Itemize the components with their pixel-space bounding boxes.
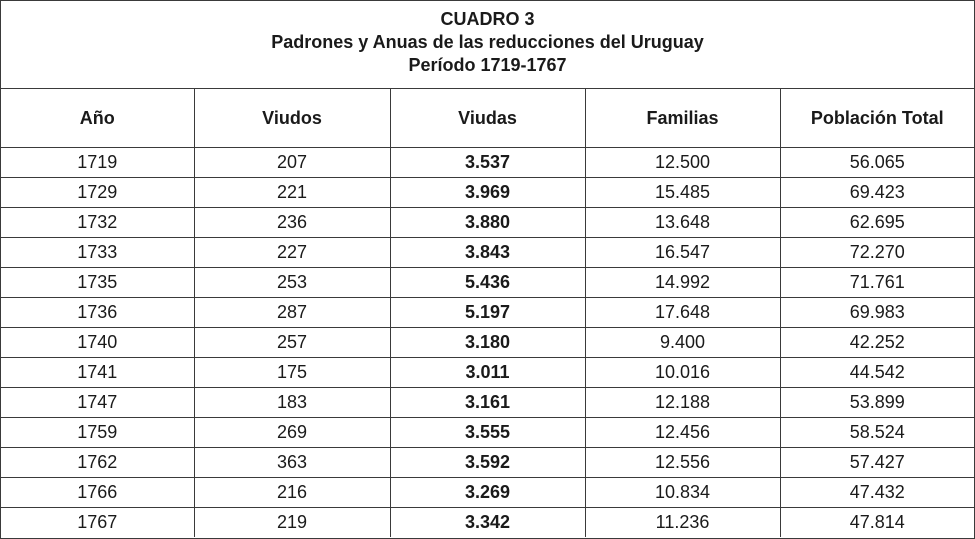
cell-poblacion-total: 57.427	[780, 448, 974, 478]
cell-poblacion-total: 58.524	[780, 418, 974, 448]
cell-viudos: 253	[194, 268, 390, 298]
cell-familias: 10.834	[585, 478, 780, 508]
cell-viudas: 3.161	[390, 388, 585, 418]
table-row	[1, 178, 974, 208]
table-row	[1, 358, 974, 388]
cell-familias: 15.485	[585, 178, 780, 208]
cell-viudos: 236	[194, 208, 390, 238]
table-row	[1, 418, 974, 448]
cell-poblacion-total: 69.983	[780, 298, 974, 328]
cell-poblacion-total: 72.270	[780, 238, 974, 268]
caption-number: CUADRO 3	[440, 9, 535, 29]
cell-familias: 16.547	[585, 238, 780, 268]
cell-familias: 12.500	[585, 148, 780, 178]
col-header-viudos: Viudos	[194, 89, 390, 148]
cell-ano: 1732	[1, 208, 194, 238]
cell-ano: 1740	[1, 328, 194, 358]
cell-viudos: 216	[194, 478, 390, 508]
cell-ano: 1766	[1, 478, 194, 508]
cell-poblacion-total: 47.814	[849, 512, 905, 532]
cell-viudos: 363	[194, 448, 390, 478]
cell-ano: 1741	[1, 358, 194, 388]
cell-familias: 13.648	[585, 208, 780, 238]
cell-ano: 1736	[1, 298, 194, 328]
caption-period: Período 1719-1767	[408, 55, 567, 75]
cell-poblacion-total: 62.695	[780, 208, 974, 238]
cell-ano: 1735	[1, 268, 194, 298]
col-header-poblacion-total: Población Total	[780, 89, 974, 148]
table-row	[1, 268, 974, 298]
col-header-ano: Año	[1, 89, 194, 148]
cell-ano: 1719	[1, 148, 194, 178]
cell-viudas: 3.555	[390, 418, 585, 448]
cell-viudos: 287	[194, 298, 390, 328]
table-row	[1, 298, 974, 328]
header-row	[1, 89, 974, 148]
cell-viudas: 3.537	[390, 148, 585, 178]
cell-familias: 14.992	[585, 268, 780, 298]
cell-viudas: 5.197	[390, 298, 585, 328]
col-header-familias: Familias	[585, 89, 780, 148]
cell-viudos: 269	[194, 418, 390, 448]
cell-viudas: 3.592	[390, 448, 585, 478]
table-row	[1, 478, 974, 508]
data-table	[1, 89, 974, 537]
cell-familias: 11.236	[585, 508, 780, 538]
cell-poblacion-total: 44.542	[780, 358, 974, 388]
table-row	[1, 508, 974, 538]
cell-poblacion-total: 69.423	[780, 178, 974, 208]
table-row	[1, 328, 974, 358]
cell-ano: 1733	[1, 238, 194, 268]
cell-poblacion-total: 53.899	[780, 388, 974, 418]
cell-ano: 1747	[1, 388, 194, 418]
cell-viudos: 257	[194, 328, 390, 358]
cell-familias: 12.456	[585, 418, 780, 448]
cell-viudas: 3.880	[390, 208, 585, 238]
cell-viudas: 3.011	[390, 358, 585, 388]
col-header-viudas: Viudas	[390, 89, 585, 148]
cell-ano: 1759	[1, 418, 194, 448]
table-row	[1, 448, 974, 478]
cell-poblacion-total: 47.432	[780, 478, 974, 508]
cell-viudas: 5.436	[390, 268, 585, 298]
cell-ano: 1767	[1, 508, 194, 538]
cell-viudas: 3.843	[390, 238, 585, 268]
caption-title: Padrones y Anuas de las reducciones del Uruguay	[271, 32, 704, 52]
cell-familias: 12.556	[585, 448, 780, 478]
cell-viudas: 3.969	[390, 178, 585, 208]
cell-viudos: 219	[194, 508, 390, 538]
cell-viudos: 221	[194, 178, 390, 208]
cell-viudos: 175	[194, 358, 390, 388]
table-caption	[1, 1, 974, 89]
cell-familias: 17.648	[585, 298, 780, 328]
cell-viudos: 183	[194, 388, 390, 418]
cell-viudos: 207	[194, 148, 390, 178]
cell-ano: 1729	[1, 178, 194, 208]
cell-viudos: 227	[194, 238, 390, 268]
cell-viudas: 3.180	[390, 328, 585, 358]
cell-viudas: 3.269	[390, 478, 585, 508]
cell-poblacion-total: 56.065	[780, 148, 974, 178]
table-row	[1, 148, 974, 178]
cell-poblacion-total: 42.252	[780, 328, 974, 358]
table-row	[1, 238, 974, 268]
cell-familias: 12.188	[585, 388, 780, 418]
cell-familias: 9.400	[585, 328, 780, 358]
cell-viudas: 3.342	[390, 508, 585, 538]
table-row	[1, 208, 974, 238]
cell-poblacion-total: 71.761	[780, 268, 974, 298]
cell-ano: 1762	[1, 448, 194, 478]
table-row	[1, 388, 974, 418]
cell-familias: 10.016	[585, 358, 780, 388]
